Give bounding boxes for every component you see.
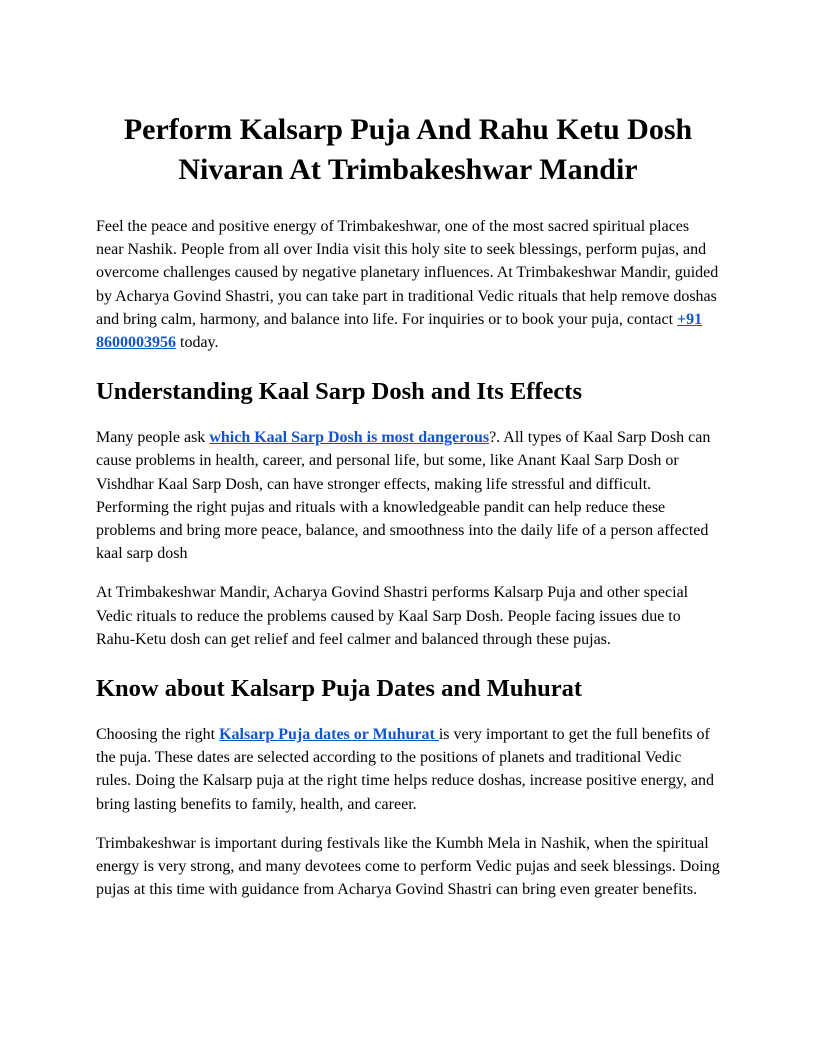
document-page	[96, 110, 720, 917]
section1-paragraph-1	[96, 426, 720, 565]
section1-paragraph-2: At Trimbakeshwar Mandir, Acharya Govind Shastri performs Kalsarp Puja and other special Vedic rituals to reduce the problems caused by Kaal Sarp Dosh. People facing issues due to Rahu-Ketu dosh can get relief and feel calmer and balanced through these pujas.	[96, 584, 689, 648]
section1-para1-text-end: ?. All types of Kaal Sarp Dosh can cause problems in health, career, and personal life, but some, like Anant Kaal Sarp Dosh or Vishdhar Kaal Sarp Dosh, can have stronger effects, making life stressful and difficult. Performing the right pujas and rituals with a knowledgeable pandit can help reduce these problems and bring more peace, balance, and smoothness into the daily life of a person affected kaal sarp dosh	[96, 429, 711, 563]
section2-paragraph-1	[96, 723, 720, 816]
page-title: Perform Kalsarp Puja And Rahu Ketu Dosh Nivaran At Trimbakeshwar Mandir	[123, 113, 693, 186]
section-heading-puja-dates: Know about Kalsarp Puja Dates and Muhurat	[96, 675, 582, 703]
intro-text-end: today.	[176, 334, 219, 352]
intro-text: Feel the peace and positive energy of Trimbakeshwar, one of the most sacred spiritual places near Nashik. People from all over India visit this holy site to seek blessings, perform pujas, and overcome challenges caused by negative planetary influences. At Trimbakeshwar Mandir, guided by Acharya Govind Shastri, you can take part in traditional Vedic rituals that help remove doshas and bring calm, harmony, and balance into life. For inquiries or to book your puja, contact	[96, 218, 719, 328]
section2-para1-text: Choosing the right	[96, 726, 220, 744]
dangerous-dosh-link[interactable]: which Kaal Sarp Dosh is most dangerous	[209, 429, 490, 447]
phone-link[interactable]: +91 8600003956	[96, 310, 703, 352]
section-heading-kaal-sarp-effects: Understanding Kaal Sarp Dosh and Its Effects	[96, 378, 582, 406]
puja-dates-link[interactable]: Kalsarp Puja dates or Muhurat	[219, 726, 439, 744]
section2-paragraph-2: Trimbakeshwar is important during festivals like the Kumbh Mela in Nashik, when the spiritual energy is very strong, and many devotees come to perform Vedic pujas and seek blessings. Doing pujas at this time with guidance from Acharya Govind Shastri can bring even greater benefits.	[96, 834, 720, 899]
section1-para1-text: Many people ask	[96, 429, 210, 447]
section2-para1-text-end: is very important to get the full benefits of the puja. These dates are selected according to the positions of planets and traditional Vedic rules. Doing the Kalsarp puja at the right time helps reduce doshas, increase positive energy, and bring lasting benefits to family, health, and career.	[96, 726, 715, 813]
intro-paragraph	[96, 215, 720, 354]
